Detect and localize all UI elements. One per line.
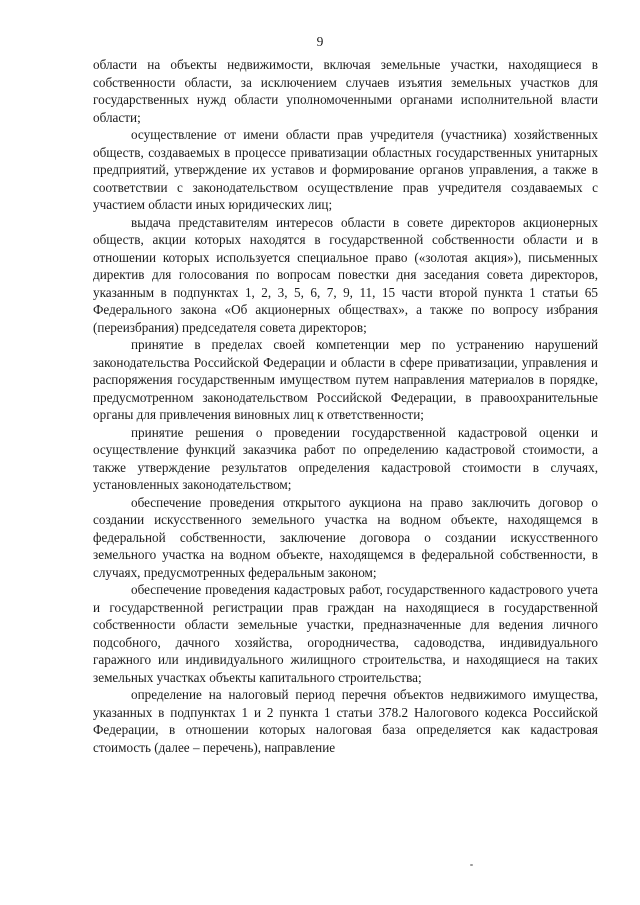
page-number: 9: [316, 34, 324, 49]
document-body: [93, 56, 598, 756]
scan-artifact: [470, 864, 473, 866]
paragraph-artificial-land-auction: обеспечение проведения открытого аукциона на право заключить договор о создании искусственного земельного участка на водном объекте, находящемся в федеральной собственности, заключение договора о создании искусственного земельного участка на водном объекте, находящемся в федеральной собственности, в случаях, предусмотренных федеральным законом;: [93, 494, 598, 580]
paragraph-tax-property-list: определение на налоговый период перечня объектов недвижимого имущества, указанных в подпунктах 1 и 2 пункта 1 статьи 378.2 Налогового кодекса Российской Федерации, в отношении которых налоговая база определяется как кадастровая стоимость (далее – перечень), направление: [93, 687, 598, 755]
paragraph-founder-rights: осуществление от имени области прав учредителя (участника) хозяйственных обществ, создаваемых в процессе приватизации областных государственных унитарных предприятий, утверждение их уставов и формирование органов управления, а также в соответствии с законодательством осуществление прав учредителя создаваемых с участием области иных юридических лиц;: [93, 127, 598, 212]
paragraph-cadastral-valuation: принятие решения о проведении государственной кадастровой оценки и осуществление функций заказчика работ по определению кадастровой стоимости, а также утверждение результатов определения кадастровой стоимости в случаях, установленных законодательством;: [93, 424, 598, 492]
paragraph-golden-share-directives: выдача представителям интересов области в совете директоров акционерных обществ, акции которых находятся в государственной собственности области и в отношении которых используется специальное право («золотая акция»), письменных директив для голосования по вопросам повестки дня заседания совета директоров, указанным в подпунктах 1, 2, 3, 5, 6, 7, 9, 11, 15 части второй пункта 1 статьи 65 Федерального закона «Об акционерных обществах», а также по вопросу избрания (переизбрания) председателя совета директоров;: [93, 214, 598, 335]
paragraph-continuation: области на объекты недвижимости, включая земельные участки, находящиеся в собственности области, за исключением случаев изъятия земельных участков для государственных нужд области уполномоченными органами исполнительной власти области;: [93, 57, 598, 125]
paragraph-privatization-violations: принятие в пределах своей компетенции мер по устранению нарушений законодательства Российской Федерации и области в сфере приватизации, управления и распоряжения государственным имуществом путем направления материалов в порядке, предусмотренном законодательством Российской Федерации, в правоохранительные органы для привлечения виновных лиц к ответственности;: [93, 337, 598, 422]
paragraph-cadastral-works: обеспечение проведения кадастровых работ, государственного кадастрового учета и государственной регистрации прав граждан на находящиеся в государственной собственности области земельные участки, предназначенные для ведения личного подсобного, дачного хозяйства, огородничества, садоводства, индивидуального гаражного или индивидуального жилищного строительства, и находящиеся на таких земельных участках объекты капитального строительства;: [93, 582, 598, 685]
